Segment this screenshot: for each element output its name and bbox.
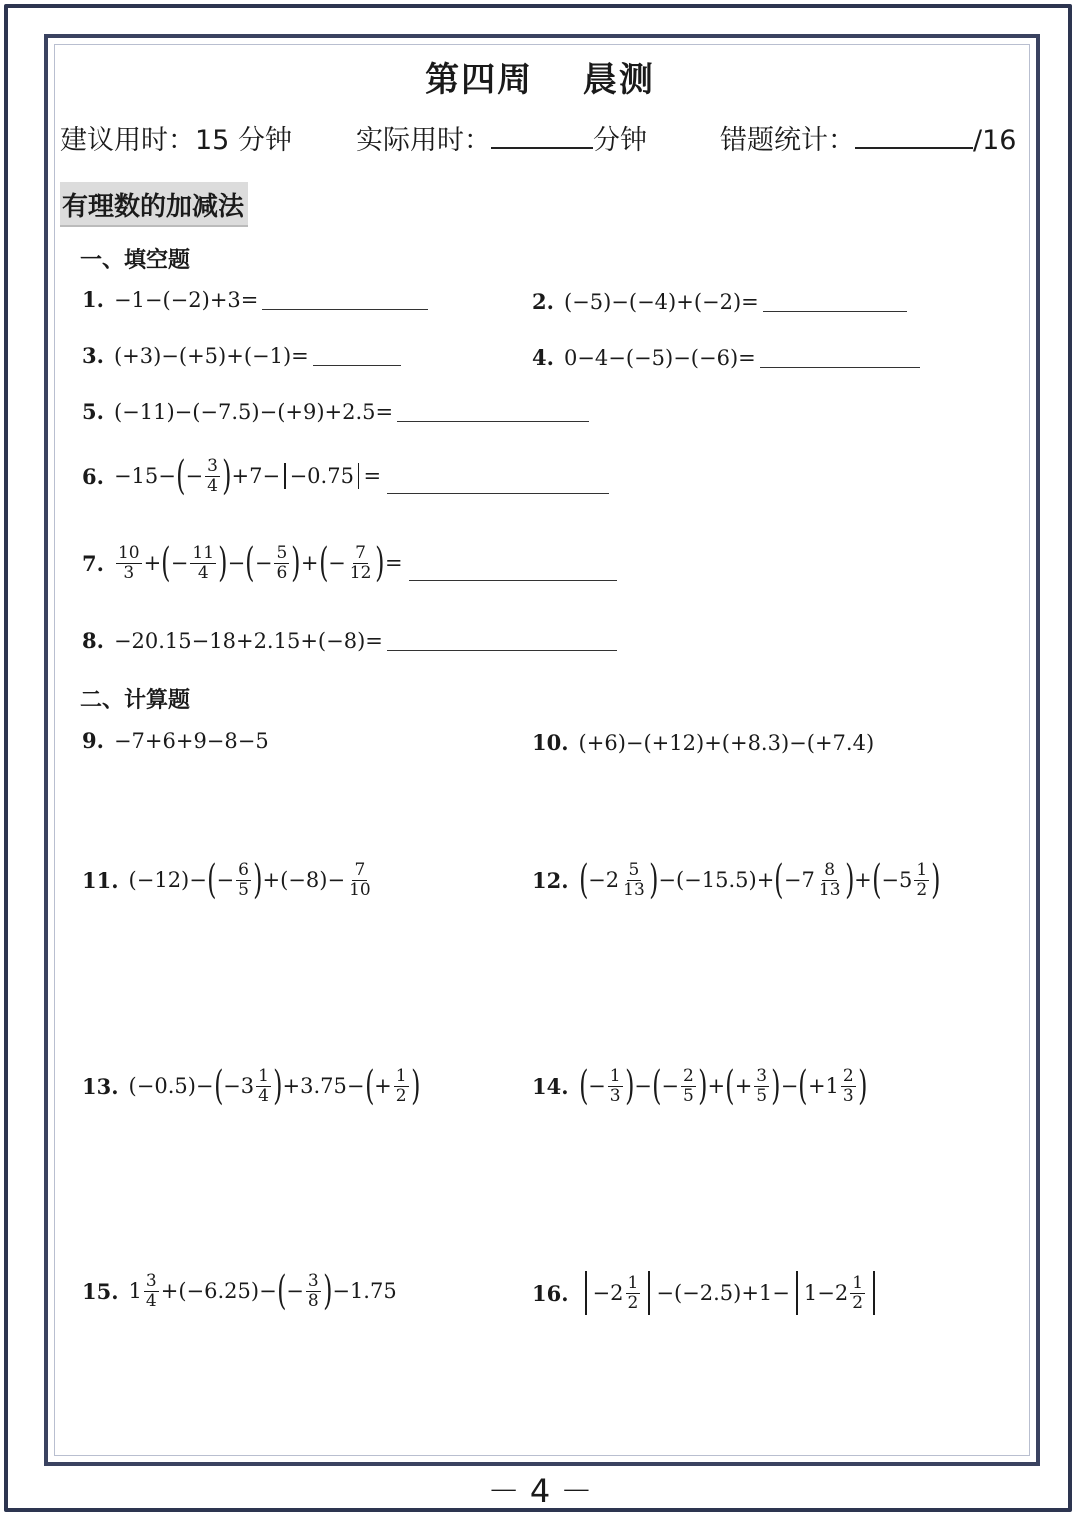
operator: + [707, 1074, 726, 1098]
question-number: 15. [82, 1278, 119, 1304]
numerator: 1 [395, 1065, 407, 1086]
right-paren: ) [624, 1063, 635, 1109]
question-4 [532, 345, 920, 370]
part-heading-fill-in: 一、填空题 [80, 248, 191, 273]
question-13 [82, 1063, 421, 1109]
denominator: 4 [207, 475, 218, 496]
numerator: 6 [238, 859, 249, 880]
question-number: 16. [532, 1280, 569, 1306]
denominator: 13 [623, 879, 645, 900]
suggested-time: 建议用时：15 分钟 [60, 125, 292, 156]
answer-blank[interactable] [409, 566, 617, 581]
numerator: 1 [852, 1272, 864, 1293]
left-paren: ( [725, 1063, 735, 1109]
fraction [116, 544, 142, 582]
term: −15− [113, 464, 176, 488]
sign: + [374, 1074, 392, 1098]
actual-time-label: 实际用时： [356, 125, 491, 156]
question-number: 9. [82, 728, 104, 753]
right-paren: ) [218, 540, 228, 586]
question-15 [82, 1268, 397, 1314]
numerator: 3 [145, 1270, 157, 1291]
sign: + [734, 1074, 753, 1098]
operator: + [143, 551, 162, 575]
term: (−12)− [128, 868, 207, 892]
sign: − [216, 868, 235, 892]
left-paren: ( [276, 1268, 287, 1314]
term: −2 [588, 868, 620, 892]
operator: + [300, 551, 319, 575]
right-paren: ) [697, 1063, 708, 1109]
expression: (−5)−(−4)+(−2)= [563, 289, 759, 314]
abs-bar [796, 1271, 798, 1315]
sign: − [286, 1279, 304, 1303]
answer-blank[interactable] [387, 636, 617, 651]
term: (−0.5)− [128, 1074, 214, 1098]
fraction [256, 1067, 271, 1105]
right-paren: ) [273, 1063, 283, 1109]
term: −0.75 [289, 464, 354, 488]
question-7 [82, 540, 617, 586]
section-title: 有理数的加减法 [60, 182, 248, 227]
term: 1 [128, 1279, 142, 1303]
equals: = [363, 464, 382, 488]
term: −(−15.5)+ [658, 868, 775, 892]
equals: = [385, 551, 403, 575]
term: −2 [592, 1281, 624, 1305]
denominator: 3 [842, 1085, 854, 1106]
term: 1−2 [803, 1281, 849, 1305]
denominator: 4 [145, 1290, 157, 1311]
denominator: 2 [916, 879, 928, 900]
question-number: 14. [532, 1073, 569, 1099]
left-paren: ( [175, 453, 186, 499]
fraction [681, 1067, 696, 1105]
sign: − [661, 1074, 680, 1098]
actual-time-blank[interactable] [491, 121, 593, 149]
left-paren: ( [364, 1063, 374, 1109]
left-paren: ( [651, 1063, 662, 1109]
fraction [190, 544, 216, 582]
expression: −7+6+9−8−5 [113, 728, 269, 753]
denominator: 2 [852, 1292, 864, 1313]
term: +(−8)− [262, 868, 346, 892]
abs-bar [284, 463, 286, 489]
numerator: 5 [276, 542, 288, 563]
abs-bar [358, 463, 360, 489]
right-paren: ) [648, 857, 659, 903]
right-paren: ) [771, 1063, 781, 1109]
numerator: 1 [609, 1065, 621, 1086]
question-6 [82, 453, 609, 499]
expression: −1−(−2)+3= [113, 287, 259, 312]
denominator: 10 [349, 879, 371, 900]
denominator: 4 [197, 562, 209, 583]
question-number: 2. [532, 289, 554, 314]
fraction [236, 861, 251, 899]
expression: −20.15−18+2.15+(−8)= [113, 628, 383, 653]
question-number: 12. [532, 867, 569, 893]
numerator: 3 [307, 1270, 319, 1291]
left-paren: ( [318, 540, 329, 586]
term: −1.75 [332, 1279, 397, 1303]
sign: − [588, 1074, 606, 1098]
term: +1 [807, 1074, 839, 1098]
denominator: 13 [818, 879, 841, 900]
numerator: 3 [207, 455, 218, 476]
denominator: 12 [349, 562, 372, 583]
right-paren: ) [222, 453, 232, 499]
term: +7− [231, 464, 281, 488]
actual-time-unit: 分钟 [593, 125, 647, 156]
fraction [608, 1067, 623, 1105]
operator: − [227, 551, 246, 575]
numerator: 10 [117, 542, 140, 563]
fraction [394, 1067, 409, 1105]
question-number: 5. [82, 399, 104, 424]
numerator: 2 [842, 1065, 854, 1086]
question-number: 3. [82, 343, 104, 368]
left-paren: ( [161, 540, 171, 586]
abs-bar [873, 1271, 875, 1315]
question-number: 13. [82, 1073, 119, 1099]
fraction [817, 861, 843, 899]
sign: − [185, 464, 204, 488]
answer-blank[interactable] [313, 351, 401, 366]
sign: − [328, 551, 346, 575]
fraction [205, 457, 220, 495]
info-row [60, 118, 1030, 158]
sign: − [170, 551, 189, 575]
denominator: 6 [276, 562, 288, 583]
operator: + [854, 868, 872, 892]
question-number: 6. [82, 463, 104, 489]
answer-blank[interactable] [763, 297, 907, 312]
denominator: 5 [238, 879, 249, 900]
fraction [306, 1272, 321, 1310]
term: +3.75− [282, 1074, 365, 1098]
denominator: 2 [627, 1292, 639, 1313]
answer-blank[interactable] [397, 407, 589, 422]
question-12 [532, 857, 941, 903]
numerator: 8 [824, 859, 836, 880]
term: +(−6.25)− [160, 1279, 277, 1303]
left-paren: ( [578, 857, 589, 903]
expression: 0−4−(−5)−(−6)= [563, 345, 756, 370]
question-number: 10. [532, 730, 569, 755]
question-8 [82, 628, 617, 653]
denominator: 3 [123, 562, 135, 583]
denominator: 5 [756, 1085, 768, 1106]
fraction [347, 861, 373, 899]
actual-time [356, 118, 647, 157]
numerator: 2 [683, 1065, 694, 1086]
right-paren: ) [844, 857, 855, 903]
fraction [841, 1067, 856, 1105]
fraction [348, 544, 374, 582]
term: −3 [223, 1074, 255, 1098]
numerator: 7 [354, 859, 366, 880]
term: −5 [881, 868, 913, 892]
right-paren: ) [322, 1268, 333, 1314]
question-number: 4. [532, 345, 554, 370]
right-paren: ) [375, 540, 385, 586]
fraction [754, 1067, 769, 1105]
fraction [274, 544, 289, 582]
right-paren: ) [291, 540, 301, 586]
abs-bar [585, 1271, 587, 1315]
part-heading-calculation: 二、计算题 [80, 688, 191, 713]
error-count-blank[interactable] [855, 121, 973, 149]
question-16 [532, 1271, 881, 1315]
abs-bar [648, 1271, 650, 1315]
left-paren: ( [578, 1063, 589, 1109]
operator: − [634, 1074, 652, 1098]
denominator: 5 [683, 1085, 694, 1106]
page-number: － 4 － [487, 1472, 593, 1510]
fraction [144, 1272, 159, 1310]
denominator: 4 [258, 1085, 269, 1106]
denominator: 2 [395, 1085, 407, 1106]
operator: − [780, 1074, 799, 1098]
numerator: 5 [628, 859, 640, 880]
numerator: 7 [355, 542, 366, 563]
page-title: 第四周 晨测 [425, 60, 655, 100]
left-paren: ( [871, 857, 882, 903]
right-paren: ) [253, 857, 263, 903]
left-paren: ( [213, 1063, 224, 1109]
answer-blank[interactable] [387, 479, 609, 494]
expression: (−11)−(−7.5)−(+9)+2.5= [113, 399, 394, 424]
term: −7 [783, 868, 815, 892]
fraction [850, 1274, 865, 1312]
question-10 [532, 730, 874, 755]
question-9 [82, 728, 269, 753]
fraction [621, 861, 647, 899]
left-paren: ( [206, 857, 217, 903]
question-14 [532, 1063, 868, 1109]
denominator: 3 [609, 1085, 621, 1106]
numerator: 3 [756, 1065, 768, 1086]
question-number: 7. [82, 550, 104, 576]
question-number: 1. [82, 287, 104, 312]
question-1 [82, 287, 428, 312]
fraction [626, 1274, 641, 1312]
numerator: 11 [192, 542, 215, 563]
question-number: 8. [82, 628, 104, 653]
question-2 [532, 289, 907, 314]
question-5 [82, 399, 589, 424]
error-count-total: /16 [973, 125, 1017, 156]
term: −(−2.5)+1− [656, 1281, 790, 1305]
expression: (+6)−(+12)+(+8.3)−(+7.4) [578, 730, 875, 755]
right-paren: ) [857, 1063, 868, 1109]
error-count [720, 118, 1016, 157]
numerator: 1 [916, 859, 928, 880]
expression: (+3)−(+5)+(−1)= [113, 343, 309, 368]
question-11 [82, 857, 375, 903]
answer-blank[interactable] [262, 295, 428, 310]
answer-blank[interactable] [760, 353, 920, 368]
numerator: 1 [627, 1272, 639, 1293]
error-count-label: 错题统计： [720, 125, 855, 156]
fraction [914, 861, 929, 899]
sign: − [254, 551, 273, 575]
left-paren: ( [245, 540, 255, 586]
numerator: 1 [258, 1065, 269, 1086]
right-paren: ) [931, 857, 941, 903]
left-paren: ( [798, 1063, 808, 1109]
question-number: 11. [82, 867, 119, 893]
right-paren: ) [410, 1063, 421, 1109]
left-paren: ( [774, 857, 784, 903]
denominator: 8 [307, 1290, 319, 1311]
question-3 [82, 343, 401, 368]
